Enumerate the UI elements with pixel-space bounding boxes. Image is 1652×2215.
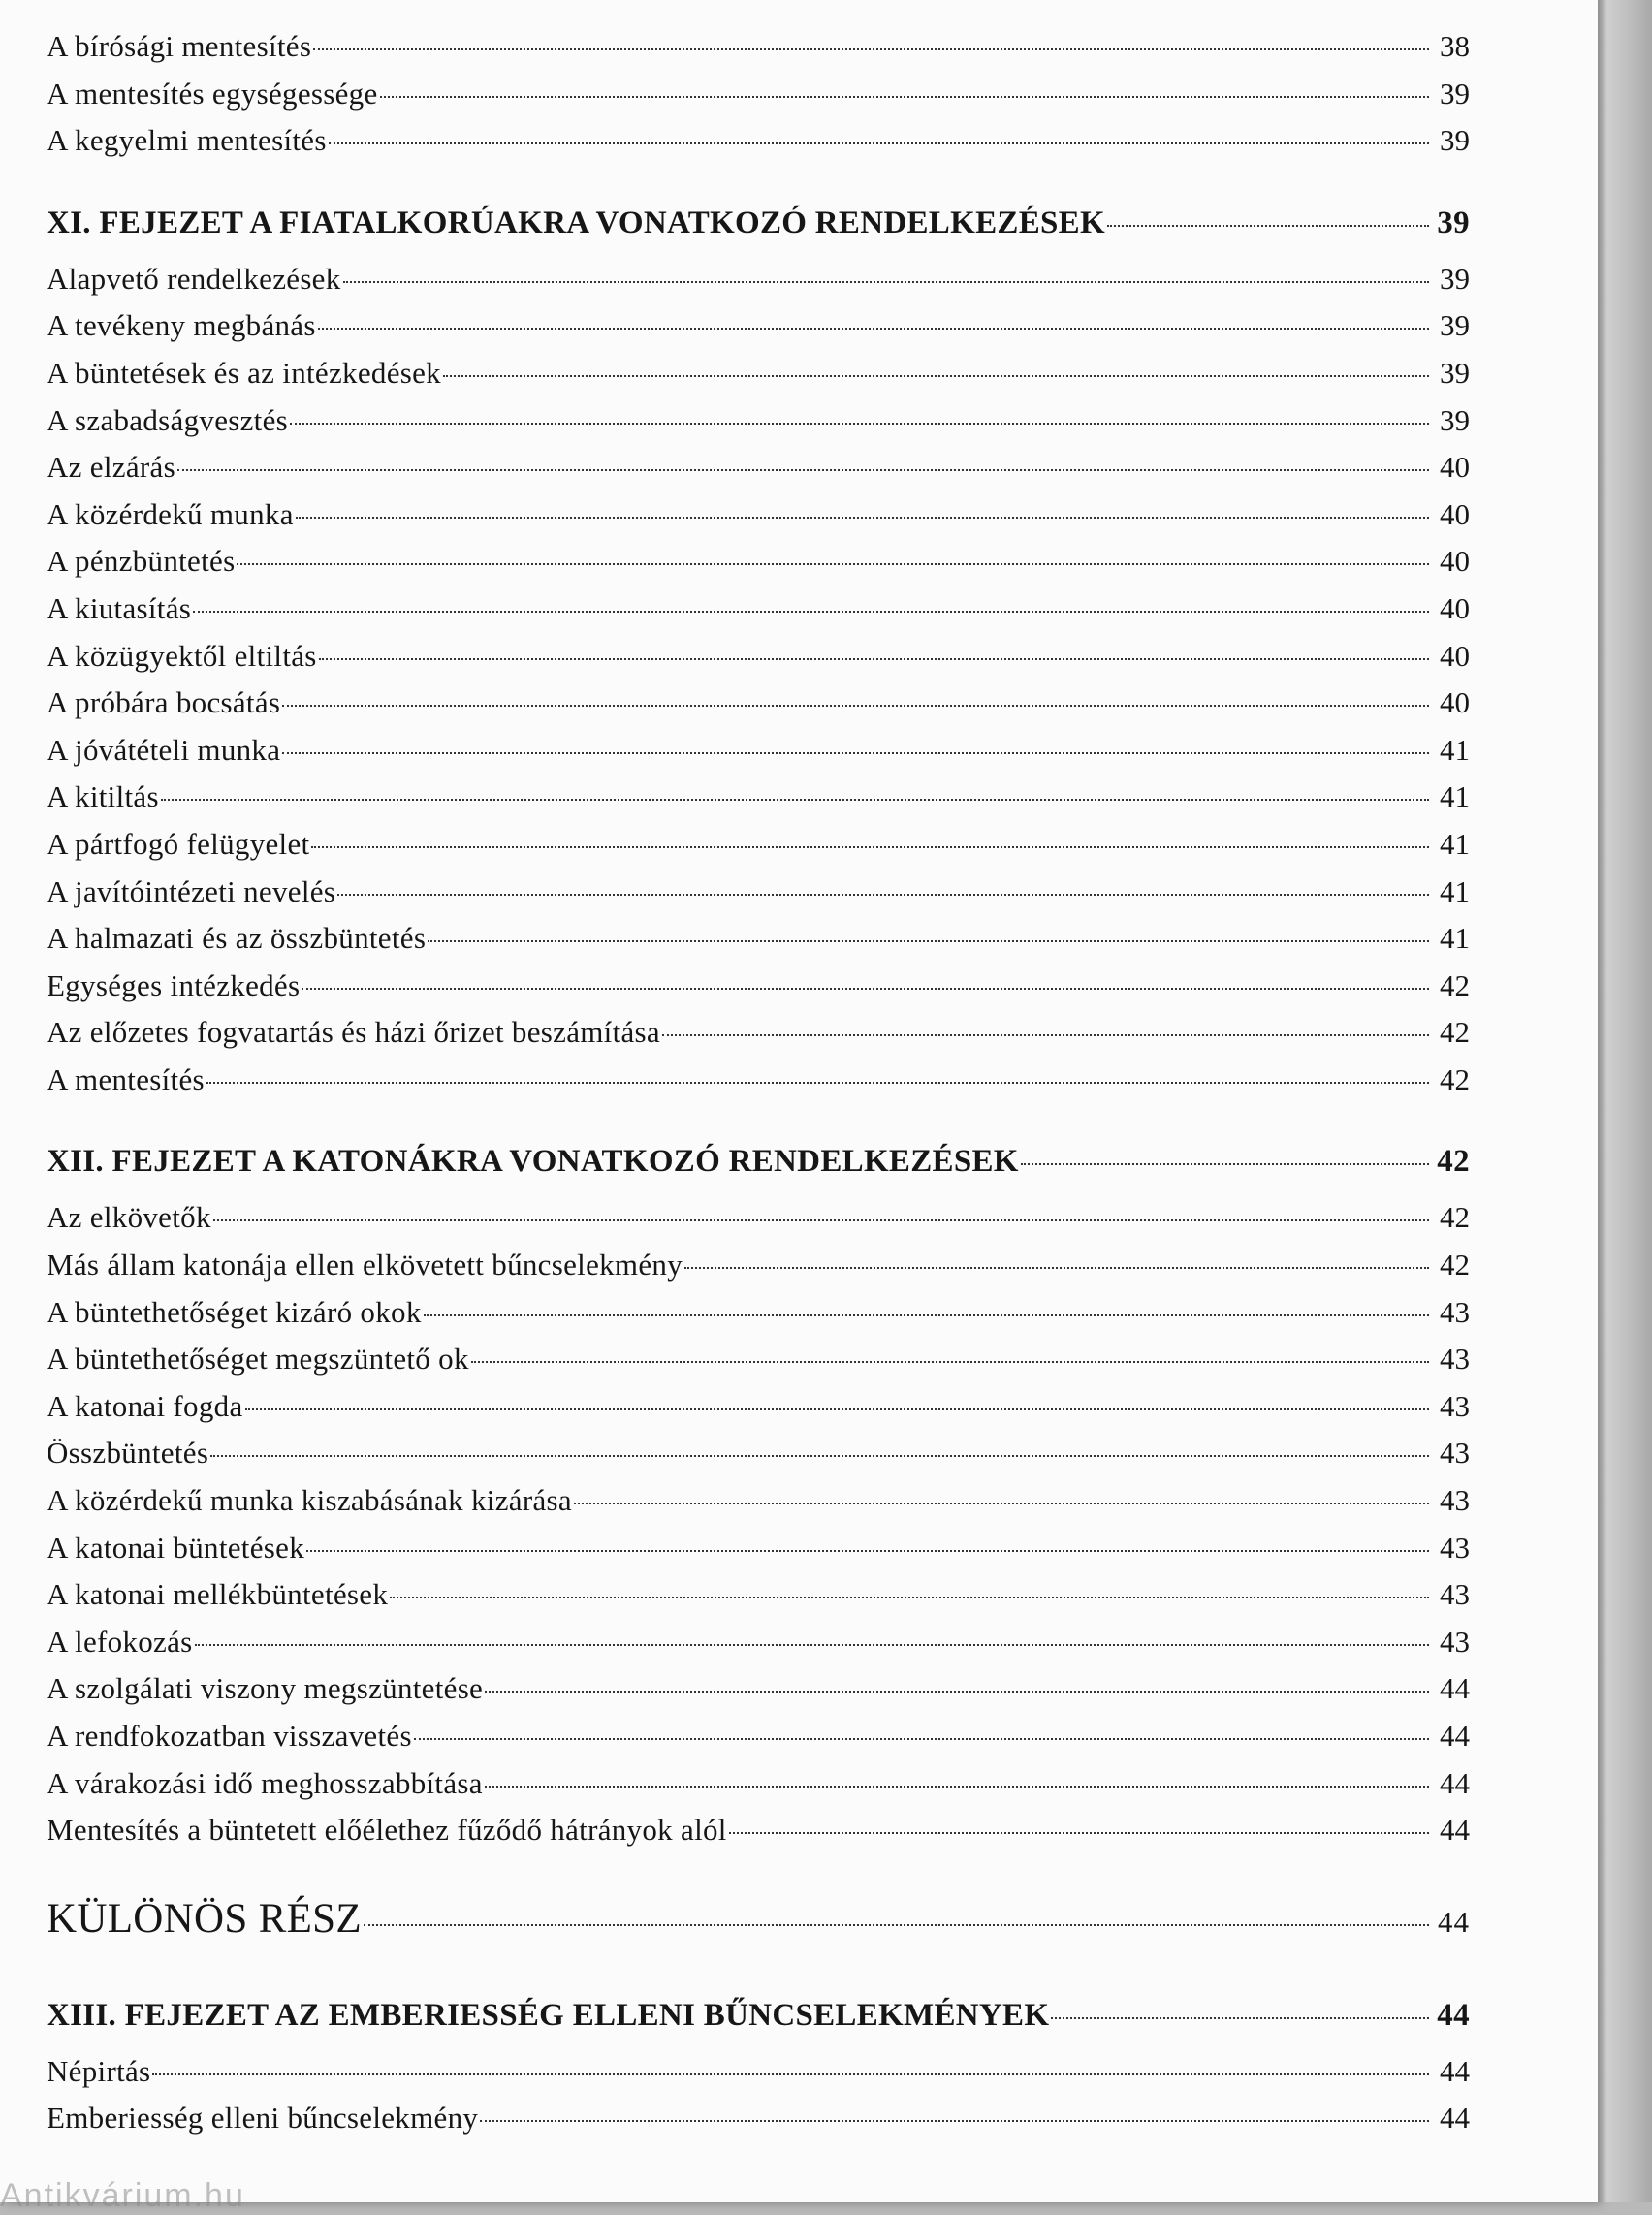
page-number: 42 (1440, 967, 1470, 1002)
entry-title: A közügyektől eltiltás (47, 638, 317, 673)
toc-entry (47, 29, 1470, 77)
toc-entry (47, 639, 1470, 686)
dot-leader (1021, 1163, 1429, 1165)
dot-leader (480, 2120, 1429, 2122)
toc-entry (47, 1531, 1470, 1578)
dot-leader (213, 1219, 1429, 1221)
toc-part-special (47, 1895, 1470, 1963)
dot-leader (245, 1408, 1429, 1410)
entry-title: A lefokozás (47, 1624, 193, 1659)
entry-title: A szolgálati viszony megszüntetése (47, 1671, 484, 1706)
entry-title: A büntethetőséget kizáró okok (47, 1294, 422, 1329)
toc-group-general (47, 29, 1470, 171)
entry-title: A javítóintézeti nevelés (47, 873, 336, 908)
toc-entry (47, 403, 1470, 451)
toc-entry (47, 1295, 1470, 1343)
entry-title: A tevékeny megbánás (47, 308, 316, 343)
toc-entry (47, 1248, 1470, 1295)
dot-leader (424, 1314, 1429, 1316)
dot-leader (161, 799, 1429, 801)
page-number: 44 (1440, 1813, 1470, 1848)
entry-title: A bírósági mentesítés (47, 29, 312, 63)
toc-entry (47, 1813, 1470, 1860)
dot-leader (282, 752, 1429, 754)
dot-leader (485, 1691, 1429, 1693)
toc-group-chapter-xiii (47, 2054, 1470, 2148)
page-number: 41 (1440, 732, 1470, 767)
toc-entry (47, 1719, 1470, 1766)
page-number: 41 (1440, 873, 1470, 908)
toc-entry (47, 77, 1470, 124)
toc-entry (47, 544, 1470, 591)
page-number: 40 (1440, 544, 1470, 579)
entry-title: A pártfogó felügyelet (47, 826, 310, 861)
page-number: 44 (1437, 1997, 1470, 2033)
page-number: 40 (1440, 450, 1470, 485)
page-number: 43 (1440, 1483, 1470, 1518)
entry-title: A katonai fogda (47, 1388, 243, 1423)
entry-title: A kitiltás (47, 779, 159, 814)
entry-title: A büntethetőséget megszüntető ok (47, 1342, 469, 1376)
page-number: 42 (1440, 1200, 1470, 1235)
dot-leader (319, 658, 1429, 660)
dot-leader (329, 142, 1429, 144)
dot-leader (311, 846, 1429, 848)
dot-leader (662, 1034, 1429, 1036)
entry-title: Az elkövetők (47, 1200, 211, 1235)
page-number: 44 (1438, 1904, 1470, 1939)
dot-leader (290, 423, 1429, 425)
dot-leader (313, 48, 1429, 50)
page-number: 41 (1440, 921, 1470, 956)
entry-title: A katonai mellékbüntetések (47, 1577, 389, 1612)
entry-title: Emberiesség elleni bűncselekmény (47, 2101, 479, 2136)
dot-leader (1107, 225, 1429, 227)
dot-leader (684, 1267, 1429, 1269)
page-number: 43 (1440, 1388, 1470, 1423)
dot-leader (318, 328, 1429, 330)
toc-entry (47, 1577, 1470, 1625)
entry-title: A mentesítés (47, 1061, 205, 1096)
toc-chapter-xii (47, 1144, 1470, 1200)
page-number: 43 (1440, 1624, 1470, 1659)
dot-leader (193, 611, 1429, 613)
chapter-title: XIII. FEJEZET AZ EMBERIESSÉG ELLENI BŰNCSELEKMÉNYEK (47, 1997, 1050, 2033)
page-number: 44 (1440, 2101, 1470, 2136)
toc-entry (47, 308, 1470, 356)
dot-leader (390, 1597, 1429, 1598)
entry-title: A szabadságvesztés (47, 402, 289, 437)
toc-entry (47, 1015, 1470, 1062)
background-surface (1598, 0, 1652, 2202)
entry-title: Népirtás (47, 2053, 151, 2088)
page-number: 41 (1440, 779, 1470, 814)
dot-leader (414, 1738, 1429, 1740)
entry-title: Összbüntetés (47, 1436, 209, 1471)
toc-entry (47, 497, 1470, 545)
entry-title: A jóvátételi munka (47, 732, 281, 767)
toc-entry (47, 1625, 1470, 1672)
dot-leader (237, 563, 1429, 565)
dot-leader (380, 96, 1429, 98)
dot-leader (306, 1550, 1429, 1552)
spacer (47, 1860, 1470, 1895)
toc-entry (47, 1671, 1470, 1719)
toc-entry (47, 591, 1470, 639)
page-number: 40 (1440, 685, 1470, 720)
entry-title: Mentesítés a büntetett előélethez fűződő hátrányok alól (47, 1813, 727, 1848)
page-number: 44 (1440, 1719, 1470, 1753)
toc-chapter-xi (47, 206, 1470, 262)
dot-leader (282, 705, 1429, 707)
toc-entry (47, 968, 1470, 1016)
entry-title: A büntetések és az intézkedések (47, 355, 441, 390)
table-of-contents (47, 29, 1470, 2148)
entry-title: A mentesítés egységessége (47, 76, 378, 111)
dot-leader (1051, 2017, 1429, 2019)
toc-entry (47, 123, 1470, 171)
entry-title: Más állam katonája ellen elkövetett bűncselekmény (47, 1248, 683, 1282)
toc-entry (47, 874, 1470, 922)
page-number: 39 (1440, 402, 1470, 437)
toc-group-chapter-xi (47, 262, 1470, 1110)
dot-leader (428, 940, 1429, 942)
page-number: 44 (1440, 1671, 1470, 1706)
dot-leader (195, 1644, 1429, 1646)
toc-entry (47, 1342, 1470, 1389)
dot-leader (343, 281, 1429, 283)
dot-leader (729, 1832, 1429, 1834)
toc-entry (47, 1200, 1470, 1248)
spacer (47, 171, 1470, 206)
page-number: 42 (1440, 1015, 1470, 1050)
toc-entry (47, 1436, 1470, 1483)
page-number: 39 (1440, 76, 1470, 111)
dot-leader (152, 2073, 1429, 2075)
entry-title: A közérdekű munka kiszabásának kizárása (47, 1483, 572, 1518)
toc-entry (47, 1766, 1470, 1814)
toc-entry (47, 685, 1470, 733)
page-number: 43 (1440, 1436, 1470, 1471)
page-number: 39 (1440, 123, 1470, 158)
page-number: 39 (1440, 261, 1470, 296)
toc-entry (47, 733, 1470, 780)
entry-title: A várakozási idő meghosszabbítása (47, 1765, 483, 1800)
dot-leader (485, 1786, 1429, 1788)
part-title: KÜLÖNÖS RÉSZ (47, 1895, 362, 1942)
toc-entry (47, 1483, 1470, 1531)
dot-leader (443, 375, 1429, 377)
toc-entry (47, 262, 1470, 309)
entry-title: A halmazati és az összbüntetés (47, 921, 427, 956)
dot-leader (302, 988, 1429, 990)
page-number: 42 (1440, 1061, 1470, 1096)
page-number: 38 (1440, 29, 1470, 63)
dot-leader (471, 1361, 1429, 1363)
entry-title: A kegyelmi mentesítés (47, 123, 327, 158)
dot-leader (574, 1503, 1429, 1504)
entry-title: Alapvető rendelkezések (47, 261, 341, 296)
entry-title: A próbára bocsátás (47, 685, 281, 720)
dot-leader (206, 1082, 1429, 1084)
toc-entry (47, 827, 1470, 874)
page-number: 43 (1440, 1342, 1470, 1376)
toc-entry (47, 356, 1470, 403)
entry-title: A pénzbüntetés (47, 544, 236, 579)
page-number: 41 (1440, 826, 1470, 861)
toc-entry (47, 779, 1470, 827)
toc-group-chapter-xii (47, 1200, 1470, 1859)
entry-title: A katonai büntetések (47, 1530, 304, 1565)
page-number: 44 (1440, 2053, 1470, 2088)
chapter-title: XII. FEJEZET A KATONÁKRA VONATKOZÓ RENDELKEZÉSEK (47, 1144, 1019, 1180)
dot-leader (337, 894, 1429, 896)
toc-entry (47, 2101, 1470, 2148)
entry-title: A kiutasítás (47, 590, 192, 625)
page-number: 40 (1440, 496, 1470, 531)
page-number: 43 (1440, 1294, 1470, 1329)
toc-entry (47, 921, 1470, 968)
page-number: 40 (1440, 638, 1470, 673)
page-number: 42 (1437, 1144, 1470, 1180)
dot-leader (210, 1455, 1429, 1457)
entry-title: Az előzetes fogvatartás és házi őrizet beszámítása (47, 1015, 660, 1050)
chapter-title: XI. FEJEZET A FIATALKORÚAKRA VONATKOZÓ RENDELKEZÉSEK (47, 205, 1105, 240)
entry-title: A közérdekű munka (47, 496, 294, 531)
entry-title: Az elzárás (47, 450, 175, 485)
page-number: 39 (1440, 355, 1470, 390)
page-number: 43 (1440, 1530, 1470, 1565)
page-number: 42 (1440, 1248, 1470, 1282)
dot-leader (177, 469, 1429, 471)
spacer (47, 1963, 1470, 1998)
toc-entry (47, 450, 1470, 497)
page-number: 40 (1440, 590, 1470, 625)
page-number: 39 (1437, 205, 1470, 240)
toc-entry (47, 2054, 1470, 2102)
toc-chapter-xiii (47, 1998, 1470, 2054)
toc-entry (47, 1389, 1470, 1437)
entry-title: A rendfokozatban visszavetés (47, 1719, 412, 1753)
spacer (47, 1109, 1470, 1144)
page-number: 44 (1440, 1765, 1470, 1800)
entry-title: Egységes intézkedés (47, 967, 301, 1002)
dot-leader (364, 1924, 1429, 1926)
watermark: Antikvárium.hu (0, 2177, 245, 2214)
page-number: 43 (1440, 1577, 1470, 1612)
toc-entry (47, 1062, 1470, 1110)
dot-leader (296, 517, 1429, 519)
page-number: 39 (1440, 308, 1470, 343)
